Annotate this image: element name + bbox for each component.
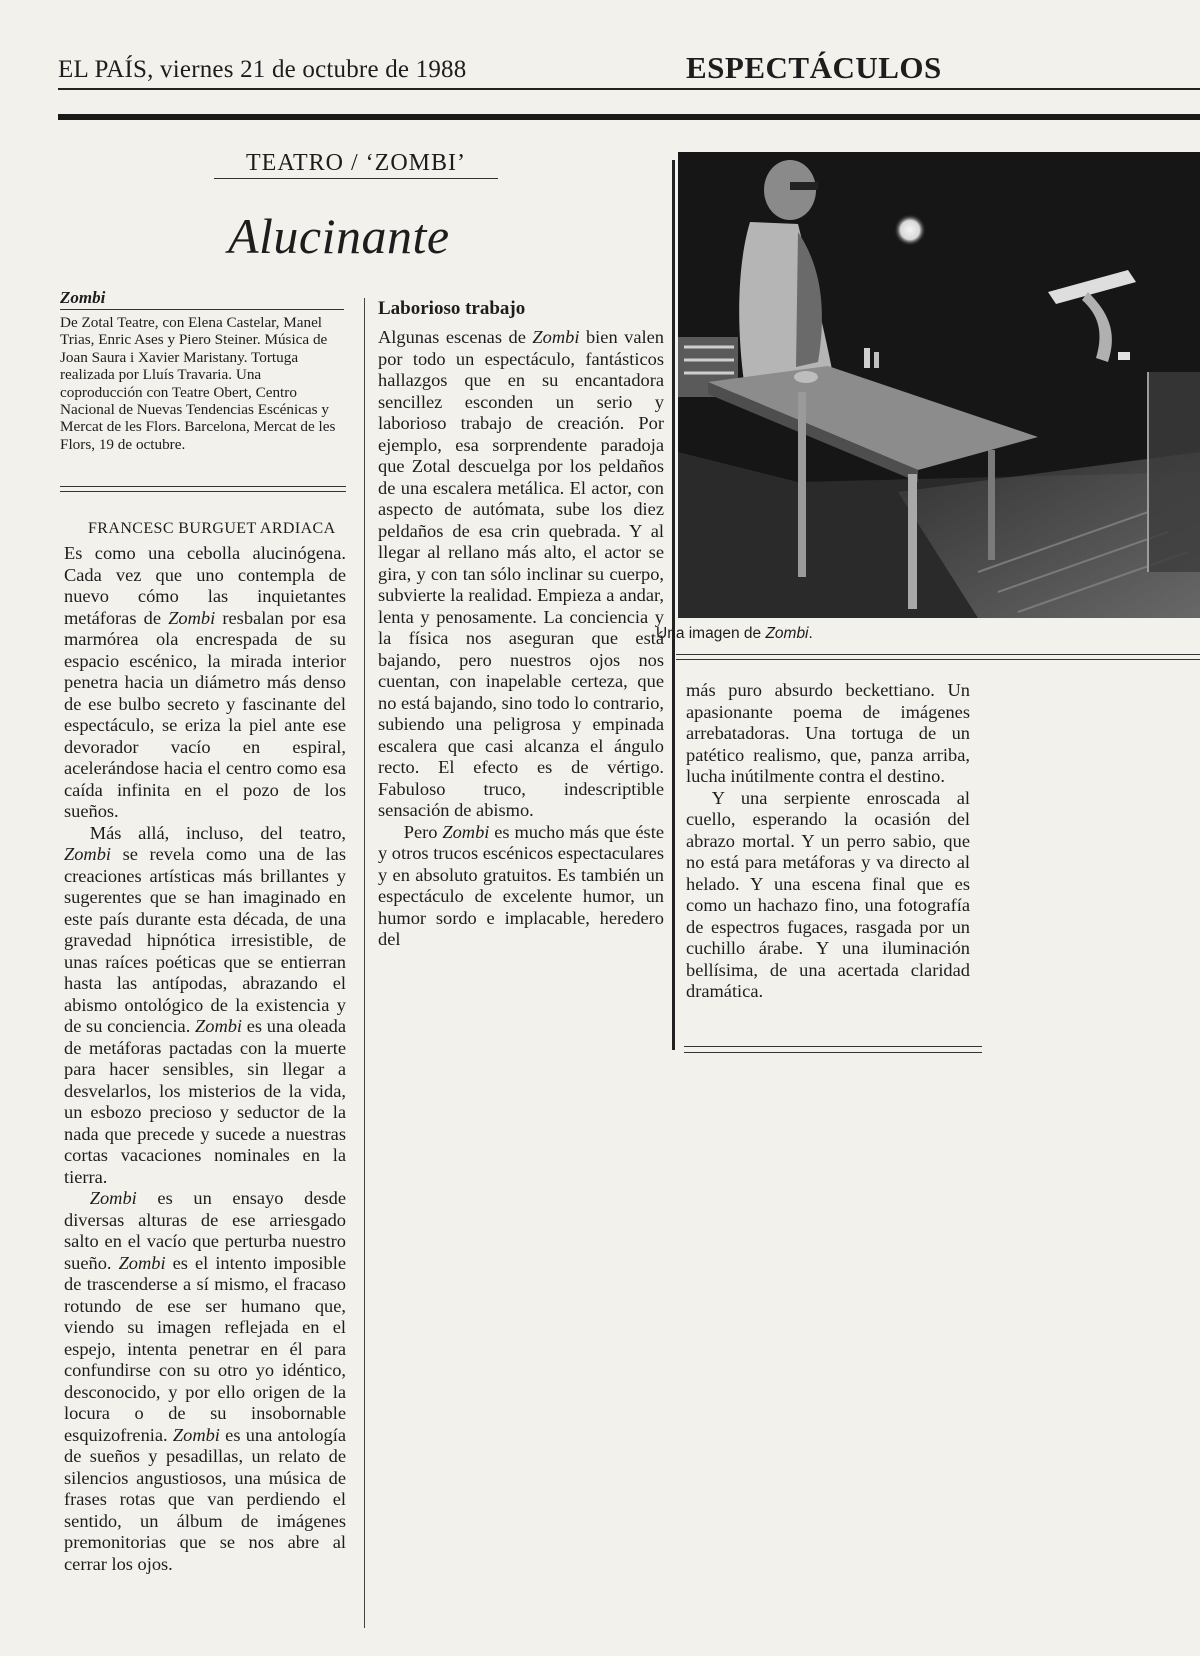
header-rule: [58, 88, 1200, 90]
column-3: [686, 680, 970, 1003]
paragraph: Zombi es un ensayo desde diversas alturas de ese arriesgado salto en el vacío que perturba nuestro sueño. Zombi es el intento imposible de trascenderse a sí mismo, el fracaso rotundo de ese ser humano que, viendo su imagen reflejada en el espejo, intenta penetrar en él para confundirse con su otro yo idéntico, desconocido, y por ello origen de la locura o de su insobornable esquizofrenia. Zombi es una antología de sueños y pesadillas, un relato de silencios angustiosos, una música de frases rotas que van perdiendo el sentido, un álbum de imágenes premonitorias que se nos abre al cerrar los ojos.: [64, 1188, 346, 1574]
header-thick-rule: [58, 114, 1200, 120]
credits-bottom-rule-thin: [60, 491, 346, 492]
paragraph: Y una serpiente enroscada al cuello, esperando la ocasión del abrazo mortal. Y un perro sabio, que no está para metáforas y va directo al helado. Y una escena final que es como un hachazo fino, una fotografía de espectros fugaces, rasgada por un cuchillo árabe. Y una iluminación bellísima, de una acertada claridad dramática.: [686, 787, 970, 1001]
end-rule: [684, 1046, 982, 1047]
byline: FRANCESC BURGUET ARDIACA: [88, 520, 336, 537]
paragraph: Es como una cebolla alucinógena. Cada vez que uno contempla de nuevo cómo las inquietantes metáforas de Zombi resbalan por esa marmórea ola encrespada de su espacio escénico, la mirada interior penetra hacia un diámetro más denso de ese bulbo secreto y fascinante del espectáculo, se eriza la piel ante ese devorador vacío en espiral, acelerándose hacia el centro como esa caída infinita en el pozo de los sueños.: [64, 543, 346, 821]
caption-title: Zombi: [765, 625, 809, 642]
kicker: TEATRO / ‘ZOMBI’: [246, 150, 466, 176]
subheading: Laborioso trabajo: [378, 298, 526, 319]
credits-rule: [60, 309, 344, 310]
column-1: [64, 543, 346, 1575]
masthead: EL PAÍS, viernes 21 de octubre de 1988: [58, 56, 467, 83]
caption-text: Una imagen de: [656, 625, 766, 642]
paragraph: más puro absurdo beckettiano. Un apasionante poema de imágenes arrebatadoras. Una tortuga de un patético realismo, que, panza arriba, lucha inútilmente contra el destino.: [686, 680, 970, 786]
credits-bottom-rule: [60, 486, 346, 487]
section-title: ESPECTÁCULOS: [686, 50, 942, 85]
article-photo: [678, 152, 1200, 618]
end-rule-thin: [684, 1052, 982, 1053]
credits-text: De Zotal Teatre, con Elena Castelar, Manel Trias, Enric Ases y Piero Steiner. Música de Joan Saura i Xavier Maristany. Tortuga realizada por Lluís Travaria. Una coproducción con Teatre Obert, Centro Nacional de Nuevas Tendencias Escénicas y Mercat de les Flors. Barcelona, Mercat de les Flors, 19 de octubre.: [60, 314, 336, 453]
column-2: [378, 327, 664, 951]
caption-end: .: [808, 625, 813, 642]
column-divider: [364, 298, 365, 1628]
caption-rule: [676, 654, 1200, 655]
headline: Alucinante: [228, 208, 450, 264]
kicker-rule: [214, 178, 498, 179]
credits-title: Zombi: [60, 288, 106, 307]
paragraph: Pero Zombi es mucho más que éste y otros trucos escénicos espectaculares y en absoluto gratuitos. Es también un espectáculo de excelente humor, un humor sordo e implacable, heredero del: [378, 821, 664, 949]
caption-rule-thick: [676, 659, 1200, 660]
paragraph: Algunas escenas de Zombi bien valen por todo un espectáculo, fantásticos hallazgos que en su encantadora sencillez esconden un serio y laborioso trabajo de creación. Por ejemplo, esa sorprendente paradoja que Zotal descuelga por los peldaños de una escalera metálica. El actor, con aspecto de autómata, sube los diez peldaños de esa crin quebrada. Y al llegar al rellano más alto, el actor se gira, y con tan sólo inclinar su cuerpo, subvierte la realidad. Empieza a andar, lenta y penosamente. La conciencia y la física nos aseguran que está bajando, pero nuestros ojos nos cuentan, con inapelable certeza, que no está bajando, sino todo lo contrario, subiendo una peligrosa y empinada escalera que casi alcanza el ángulo recto. El efecto es de vértigo. Fabuloso truco, indescriptible sensación de abismo.: [378, 327, 665, 820]
photo-column-divider: [672, 160, 675, 1050]
photo-caption: [656, 625, 813, 643]
paragraph: Más allá, incluso, del teatro, Zombi se revela como una de las creaciones artísticas más brillantes y sugerentes que se han imaginado en este país durante esta década, de una gravedad hipnótica irresistible, de unas raíces poéticas que se entierran hasta las antípodas, abrazando el abismo ontológico de la existencia y de su conciencia. Zombi es una oleada de metáforas pactadas con la muerte para hacer sensibles, sin llegar a desvelarlos, los misterios de la vida, un esbozo precioso y seductor de la nada que precede y sucede a nuestras cortas vacaciones nominales en la tierra.: [64, 822, 346, 1187]
